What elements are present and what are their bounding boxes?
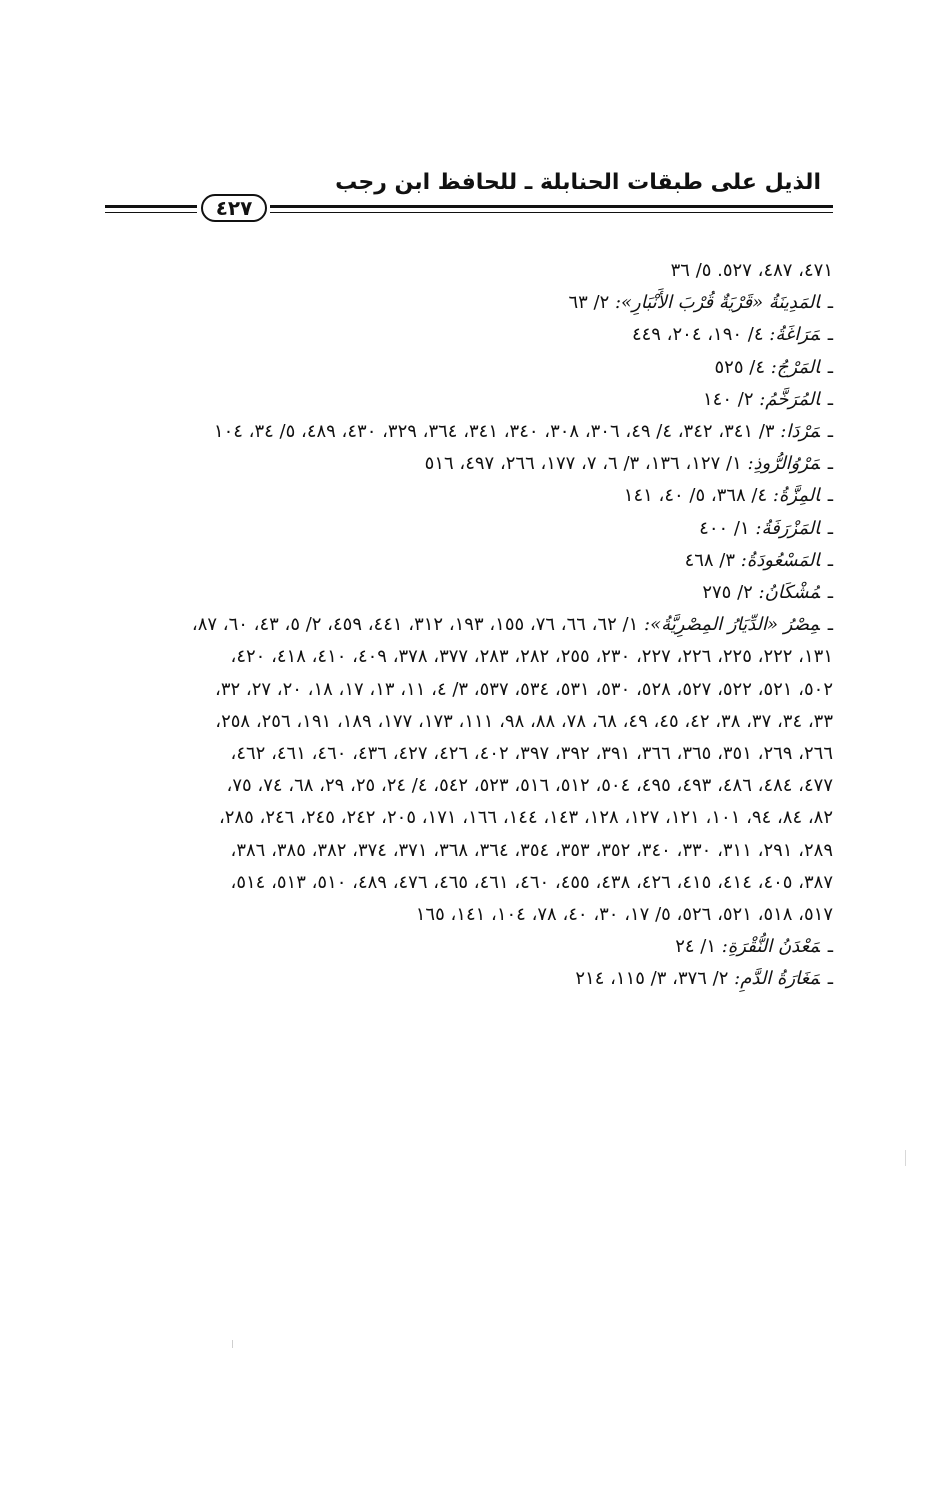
entry-term: مَرَاغَةُ: bbox=[769, 324, 820, 346]
entry-term: مَرْوُالرُّوذِ: bbox=[747, 453, 820, 475]
index-entries bbox=[98, 255, 833, 996]
entry-term: مَرْدَا: bbox=[780, 421, 820, 443]
entry-dash: ـ bbox=[827, 421, 833, 443]
entry-refs: ١/ ١٢٧، ١٣٦، ٣/ ٦، ٧، ١٧٧، ٢٦٦، ٤٩٧، ٥١٦ bbox=[424, 453, 742, 475]
entry-refs: ٥١٧، ٥١٨، ٥٢١، ٥٢٦، ٥/ ١٧، ٣٠، ٤٠، ٧٨، ١٠٤، ١٤١، ١٦٥ bbox=[415, 904, 833, 926]
header-rule-right bbox=[270, 205, 833, 213]
index-entry bbox=[98, 931, 833, 963]
entry-refs: ٤٧٧، ٤٨٤، ٤٨٦، ٤٩٣، ٤٩٥، ٥٠٤، ٥١٢، ٥١٦، ٥٢٣، ٥٤٢، ٤/ ٢٤، ٢٥، ٢٩، ٦٨، ٧٤، ٧٥، bbox=[226, 775, 833, 797]
entry-dash: ـ bbox=[827, 582, 833, 604]
page-number-badge bbox=[201, 194, 267, 222]
entry-refs: ٤٧١، ٤٨٧، ٥٢٧. ٥/ ٣٦ bbox=[670, 260, 833, 281]
entry-dash: ـ bbox=[827, 549, 833, 571]
index-entry bbox=[98, 287, 833, 319]
entry-refs: ٤/ ١٩٠، ٢٠٤، ٤٤٩ bbox=[631, 324, 764, 346]
index-entry bbox=[98, 384, 833, 416]
entry-term: المَرْجُ: bbox=[770, 356, 820, 378]
entry-refs: ٣٣، ٣٤، ٣٧، ٣٨، ٤٢، ٤٥، ٤٩، ٦٨، ٧٨، ٨٨، ٩٨، ١١١، ١٧٣، ١٧٧، ١٨٩، ١٩١، ٢٥٦، ٢٥٨، bbox=[215, 710, 833, 732]
entry-dash: ـ bbox=[827, 517, 833, 539]
scan-mark bbox=[232, 1340, 233, 1348]
index-entry-continuation bbox=[98, 674, 833, 706]
entry-dash: ـ bbox=[827, 292, 833, 314]
entry-refs: ٢/ ١٤٠ bbox=[703, 388, 754, 410]
entry-dash: ـ bbox=[827, 968, 833, 990]
entry-term: مِصْرُ «الدِّيَارُ المِصْرِيَّةُ»: bbox=[644, 614, 820, 636]
index-entry bbox=[98, 963, 833, 995]
entry-dash: ـ bbox=[827, 356, 833, 378]
entry-refs: ٣/ ٤٦٨ bbox=[684, 549, 736, 571]
entry-refs: ٤/ ٣٦٨، ٥/ ٤٠، ١٤١ bbox=[623, 485, 768, 507]
index-entry bbox=[98, 545, 833, 577]
entry-term: المَسْعُودَةُ: bbox=[740, 549, 820, 571]
entry-refs: ٨٢، ٨٤، ٩٤، ١٠١، ١٢١، ١٢٧، ١٢٨، ١٤٣، ١٤٤، ١٦٦، ١٧١، ٢٠٥، ٢٤٢، ٢٤٥، ٢٤٦، ٢٨٥، bbox=[218, 807, 833, 829]
entry-term: المَدِينَةُ «قَرْيَةٌ قُرْبَ الأَنْبَارِ»: bbox=[614, 292, 820, 314]
index-entry bbox=[98, 577, 833, 609]
scan-mark bbox=[905, 1150, 906, 1166]
entry-refs: ٣٨٧، ٤٠٥، ٤١٤، ٤١٥، ٤٢٦، ٤٣٨، ٤٥٥، ٤٦٠، ٤٦١، ٤٦٥، ٤٧٦، ٤٨٩، ٥١٠، ٥١٣، ٥١٤، bbox=[230, 871, 833, 893]
running-header-title: الذيل على طبقات الحنابلة ـ للحافظ ابن رجب bbox=[335, 170, 821, 195]
entry-term: المِزَّةُ: bbox=[772, 485, 820, 507]
index-entry bbox=[98, 609, 833, 641]
index-entry-continuation bbox=[98, 835, 833, 867]
index-entry-continuation bbox=[98, 641, 833, 673]
index-entry bbox=[98, 448, 833, 480]
index-entry-continuation bbox=[98, 899, 833, 931]
entry-term: المُرَخَّمُ: bbox=[759, 388, 820, 410]
entry-term: مَعْدَنُ النُّقْرَةِ: bbox=[721, 936, 820, 958]
index-entry bbox=[98, 319, 833, 351]
index-entry bbox=[98, 255, 833, 287]
index-entry bbox=[98, 480, 833, 512]
entry-refs: ٤/ ٥٢٥ bbox=[714, 356, 765, 378]
entry-term: مَغَارَةُ الدَّمِ: bbox=[734, 968, 820, 990]
index-entry bbox=[98, 416, 833, 448]
entry-refs: ٣/ ٣٤١، ٣٤٢، ٤/ ٤٩، ٣٠٦، ٣٠٨، ٣٤٠، ٣٤١، ٣٦٤، ٣٢٩، ٤٣٠، ٤٨٩، ٥/ ٣٤، ١٠٤ bbox=[213, 421, 775, 443]
entry-refs: ١٣١، ٢٢٢، ٢٢٥، ٢٢٦، ٢٢٧، ٢٣٠، ٢٥٥، ٢٨٢، ٢٨٣، ٣٧٧، ٣٧٨، ٤٠٩، ٤١٠، ٤١٨، ٤٢٠، bbox=[230, 646, 833, 668]
index-entry-continuation bbox=[98, 738, 833, 770]
entry-refs: ١/ ٢٤ bbox=[675, 936, 717, 958]
entry-refs: ٥٠٢، ٥٢١، ٥٢٢، ٥٢٧، ٥٢٨، ٥٣٠، ٥٣١، ٥٣٤، ٥٣٧، ٣/ ٤، ١١، ١٣، ١٧، ١٨، ٢٠، ٢٧، ٣٢، bbox=[215, 678, 833, 700]
entry-dash: ـ bbox=[827, 614, 833, 636]
entry-dash: ـ bbox=[827, 936, 833, 958]
entry-dash: ـ bbox=[827, 453, 833, 475]
entry-refs: ٢/ ٣٧٦، ٣/ ١١٥، ٢١٤ bbox=[575, 968, 729, 990]
index-entry-continuation bbox=[98, 706, 833, 738]
running-header bbox=[105, 166, 833, 226]
entry-refs: ٢/ ٦٣ bbox=[568, 292, 610, 314]
entry-dash: ـ bbox=[827, 388, 833, 410]
index-entry-continuation bbox=[98, 802, 833, 834]
index-entry-continuation bbox=[98, 867, 833, 899]
index-entry-continuation bbox=[98, 770, 833, 802]
entry-term: المَزْرَفَةُ: bbox=[755, 517, 820, 539]
entry-dash: ـ bbox=[827, 324, 833, 346]
index-entry bbox=[98, 352, 833, 384]
page-number: ٤٢٧ bbox=[215, 196, 253, 220]
entry-refs: ٢٨٩، ٢٩١، ٣١١، ٣٣٠، ٣٤٠، ٣٥٢، ٣٥٣، ٣٥٤، ٣٦٤، ٣٦٨، ٣٧١، ٣٧٤، ٣٨٢، ٣٨٥، ٣٨٦، bbox=[230, 839, 833, 861]
entry-dash: ـ bbox=[827, 485, 833, 507]
entry-refs: ٢٦٦، ٢٦٩، ٣٥١، ٣٦٥، ٣٦٦، ٣٩١، ٣٩٢، ٣٩٧، ٤٠٢، ٤٢٦، ٤٢٧، ٤٣٦، ٤٦٠، ٤٦١، ٤٦٢، bbox=[230, 743, 833, 765]
entry-refs: ١/ ٦٢، ٦٦، ٧٦، ١٥٥، ١٩٣، ٣١٢، ٤٤١، ٤٥٩، ٢/ ٥، ٤٣، ٦٠، ٨٧، bbox=[191, 614, 639, 636]
entry-refs: ١/ ٤٠٠ bbox=[699, 517, 750, 539]
entry-refs: ٢/ ٢٧٥ bbox=[702, 582, 753, 604]
index-entry bbox=[98, 513, 833, 545]
entry-term: مُشْكَانُ: bbox=[758, 582, 820, 604]
header-rule-left bbox=[105, 205, 197, 213]
